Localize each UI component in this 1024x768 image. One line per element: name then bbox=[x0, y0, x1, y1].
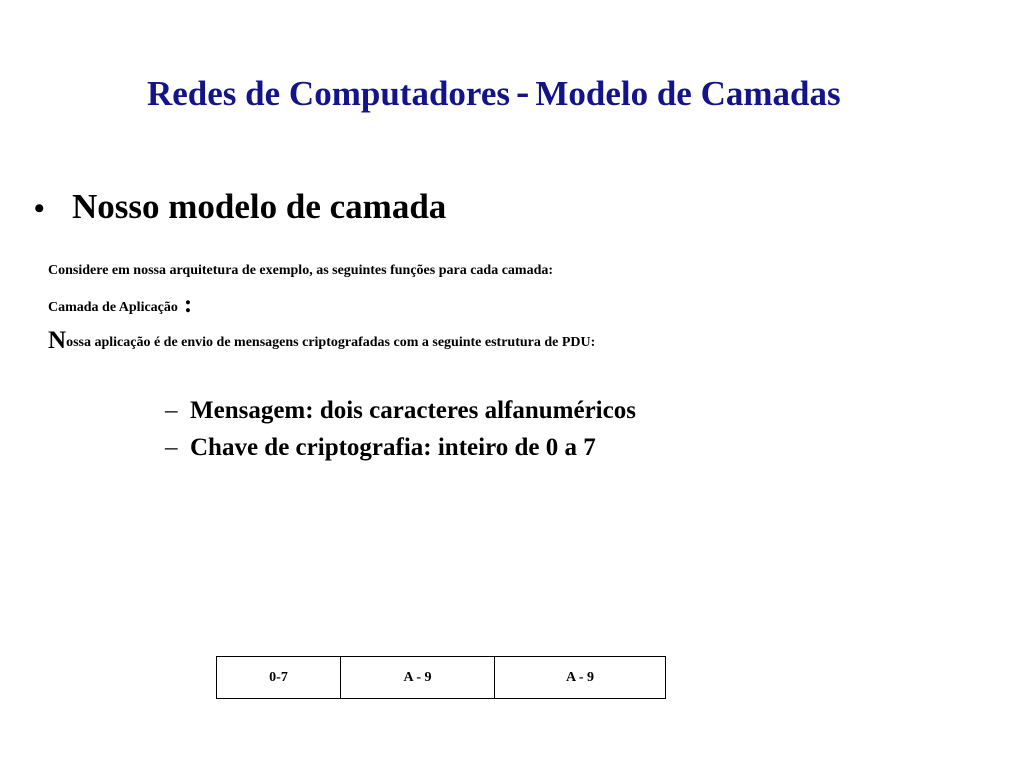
main-bullet bbox=[34, 185, 446, 231]
application-layer-text: Camada de Aplicação bbox=[48, 300, 178, 315]
pdu-char-field-1: A - 9 bbox=[341, 657, 495, 698]
bullet-marker: • bbox=[34, 192, 45, 225]
pdu-structure-table bbox=[216, 656, 666, 699]
description-initial: N bbox=[48, 327, 67, 354]
slide-title bbox=[147, 70, 967, 116]
title-part-2: Modelo de Camadas bbox=[535, 74, 841, 113]
title-part-1: Redes de Computadores bbox=[147, 74, 510, 113]
pdu-char-field-2: A - 9 bbox=[566, 669, 594, 685]
list-dash: – bbox=[165, 397, 178, 424]
list-item-text: Chave de criptografia: inteiro de 0 a 7 bbox=[190, 434, 596, 461]
title-separator: - bbox=[515, 69, 530, 114]
architecture-note: Considere em nossa arquitetura de exemplo, as seguintes funções para cada camada: bbox=[48, 263, 554, 278]
bullet-text: Nosso modelo de camada bbox=[72, 187, 447, 226]
description-rest: ossa aplicação é de envio de mensagens criptografadas com a seguinte estrutura de PDU: bbox=[66, 335, 596, 350]
list-item-text: Mensagem: dois caracteres alfanuméricos bbox=[190, 397, 636, 424]
application-layer-colon: : bbox=[183, 291, 193, 318]
application-layer-label bbox=[48, 291, 193, 318]
list-item bbox=[165, 429, 636, 466]
pdu-key-field: 0-7 bbox=[217, 657, 341, 698]
application-description bbox=[48, 327, 596, 354]
pdu-fields-list bbox=[165, 392, 636, 466]
list-dash: – bbox=[165, 434, 178, 461]
list-item bbox=[165, 392, 636, 429]
